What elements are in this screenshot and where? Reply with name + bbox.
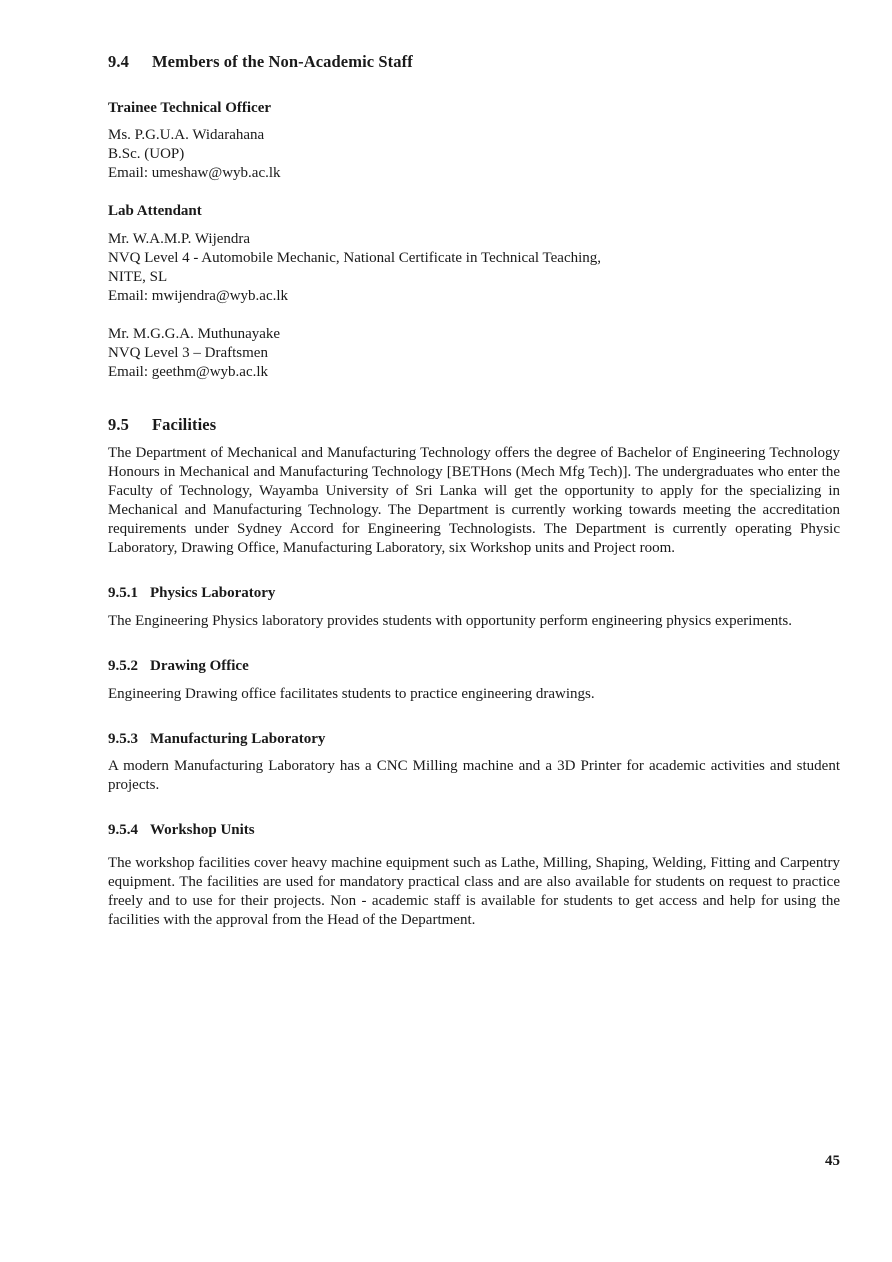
- spacer: [108, 221, 840, 230]
- subsection-title: Drawing Office: [150, 657, 249, 674]
- section-number: 9.4: [108, 52, 129, 71]
- spacer: [108, 704, 840, 730]
- subsection-heading-9-5-3: [108, 730, 840, 749]
- staff-email: Email: geethm@wyb.ac.lk: [108, 363, 269, 380]
- subsection-body-9-5-2: Engineering Drawing office facilitates students to practice engineering drawings.: [108, 685, 595, 702]
- subsection-title: Workshop Units: [150, 822, 255, 839]
- staff-qualification: NITE, SL: [108, 268, 168, 285]
- staff-qualification: B.Sc. (UOP): [108, 146, 185, 163]
- subsection-heading-9-5-1: [108, 584, 840, 603]
- subsection-body-9-5-4: The workshop facilities cover heavy machine equipment such as Lathe, Milling, Shaping, Welding, Fitting and Carpentry equipment. The facilities are used for mandatory practical class and are also available for students on request to practice freely and to use for their projects. Non - academic staff is available for students to get access and help for using the facilities with the approval from the Head of the Department.: [108, 855, 840, 929]
- spacer: [108, 631, 840, 657]
- subsection-body-9-5-1: The Engineering Physics laboratory provides students with opportunity perform engineering physics experiments.: [108, 613, 793, 629]
- staff-name: Mr. M.G.G.A. Muthunayake: [108, 325, 281, 342]
- spacer: [108, 382, 840, 415]
- subsection-heading-9-5-2: [108, 657, 840, 676]
- section-heading-9-5: [108, 415, 840, 436]
- staff-entry: [108, 126, 840, 183]
- spacer: [108, 558, 840, 584]
- staff-email: Email: umeshaw@wyb.ac.lk: [108, 165, 281, 182]
- staff-qualification: NVQ Level 3 – Draftsmen: [108, 344, 268, 361]
- subsection-number: 9.5.2: [108, 657, 138, 674]
- spacer: [108, 306, 840, 325]
- spacer: [108, 117, 840, 126]
- subsection-title: Physics Laboratory: [150, 585, 276, 602]
- staff-name: Mr. W.A.M.P. Wijendra: [108, 231, 251, 248]
- spacer: [108, 676, 840, 685]
- subsection-body-9-5-3: A modern Manufacturing Laboratory has a CNC Milling machine and a 3D Printer for academic activities and student projects.: [108, 758, 840, 794]
- spacer: [108, 603, 840, 612]
- spacer: [108, 73, 840, 99]
- section-number: 9.5: [108, 414, 129, 434]
- subsection-number: 9.5.4: [108, 822, 138, 839]
- subsection-number: 9.5.1: [108, 585, 138, 602]
- spacer: [108, 840, 840, 854]
- spacer: [108, 183, 840, 202]
- subsection-number: 9.5.3: [108, 730, 138, 747]
- section-title: Facilities: [152, 414, 217, 434]
- staff-qualification: NVQ Level 4 - Automobile Mechanic, National Certificate in Technical Teaching,: [108, 250, 602, 266]
- subsection-heading-9-5-4: [108, 821, 840, 840]
- page-number: 45: [825, 1153, 840, 1169]
- staff-name: Ms. P.G.U.A. Widarahana: [108, 127, 265, 144]
- spacer: [108, 435, 840, 444]
- facilities-intro-paragraph: The Department of Mechanical and Manufacturing Technology offers the degree of Bachelor of Engineering Technology Honours in Mechanical and Manufacturing Technology [BETHons (Mech Mfg Tech)]. The undergraduates who enter the Faculty of Technology, Wayamba University of Sri Lanka will get the opportunity to apply for the specializing in Mechanical and Manufacturing Technology. The Department is currently working towards meeting the accreditation requirements under Sydney Accord for Engineering Technologists. The Department is currently operating Physic Laboratory, Drawing Office, Manufacturing Laboratory, six Workshop units and Project room.: [108, 445, 840, 557]
- role-label-trainee-technical-officer: Trainee Technical Officer: [108, 99, 272, 116]
- section-heading-9-4: [108, 52, 840, 73]
- subsection-title: Manufacturing Laboratory: [150, 730, 326, 747]
- spacer: [108, 748, 840, 757]
- section-title: Members of the Non-Academic Staff: [152, 52, 413, 71]
- role-label-lab-attendant: Lab Attendant: [108, 203, 202, 220]
- page-content: [108, 52, 840, 930]
- staff-email: Email: mwijendra@wyb.ac.lk: [108, 287, 289, 304]
- staff-entry: [108, 325, 840, 382]
- staff-entry: [108, 230, 840, 306]
- spacer: [108, 795, 840, 821]
